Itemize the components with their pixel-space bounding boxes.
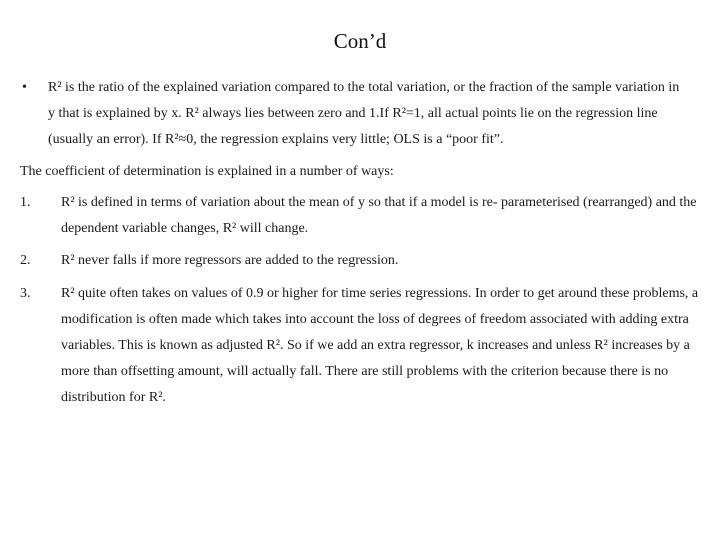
bullet-marker: • [22, 80, 27, 95]
list-item-text: R² is defined in terms of variation about the mean of y so that if a model is re- parameterised (rearranged) and the dependent variable changes, R² will change. [61, 195, 697, 236]
list-item-number: 3. [20, 286, 31, 301]
list-item-text: R² never falls if more regressors are added to the regression. [61, 253, 399, 268]
list-item-number: 1. [20, 195, 31, 210]
bullet-paragraph: R² is the ratio of the explained variation compared to the total variation, or the fraction of the sample variation in y that is explained by x. R² always lies between zero and 1.If R²=1, all actual points lie on the regression line (usually an error). If R²≈0, the regression explains very little; OLS is a “poor fit”. [48, 80, 680, 147]
slide-title: Con’d [333, 29, 387, 53]
list-item-text: R² quite often takes on values of 0.9 or higher for time series regressions. In order to get around these problems, a modification is often made which takes into account the loss of degrees of freedom associated with adding extra variables. This is known as adjusted R². So if we add an extra regressor, k increases and unless R² increases by a more than offsetting amount, will actually fall. There are still problems with the criterion because there is no distribution for R². [61, 286, 699, 405]
intro-paragraph: The coefficient of determination is explained in a number of ways: [20, 164, 394, 179]
list-item-number: 2. [20, 253, 31, 268]
